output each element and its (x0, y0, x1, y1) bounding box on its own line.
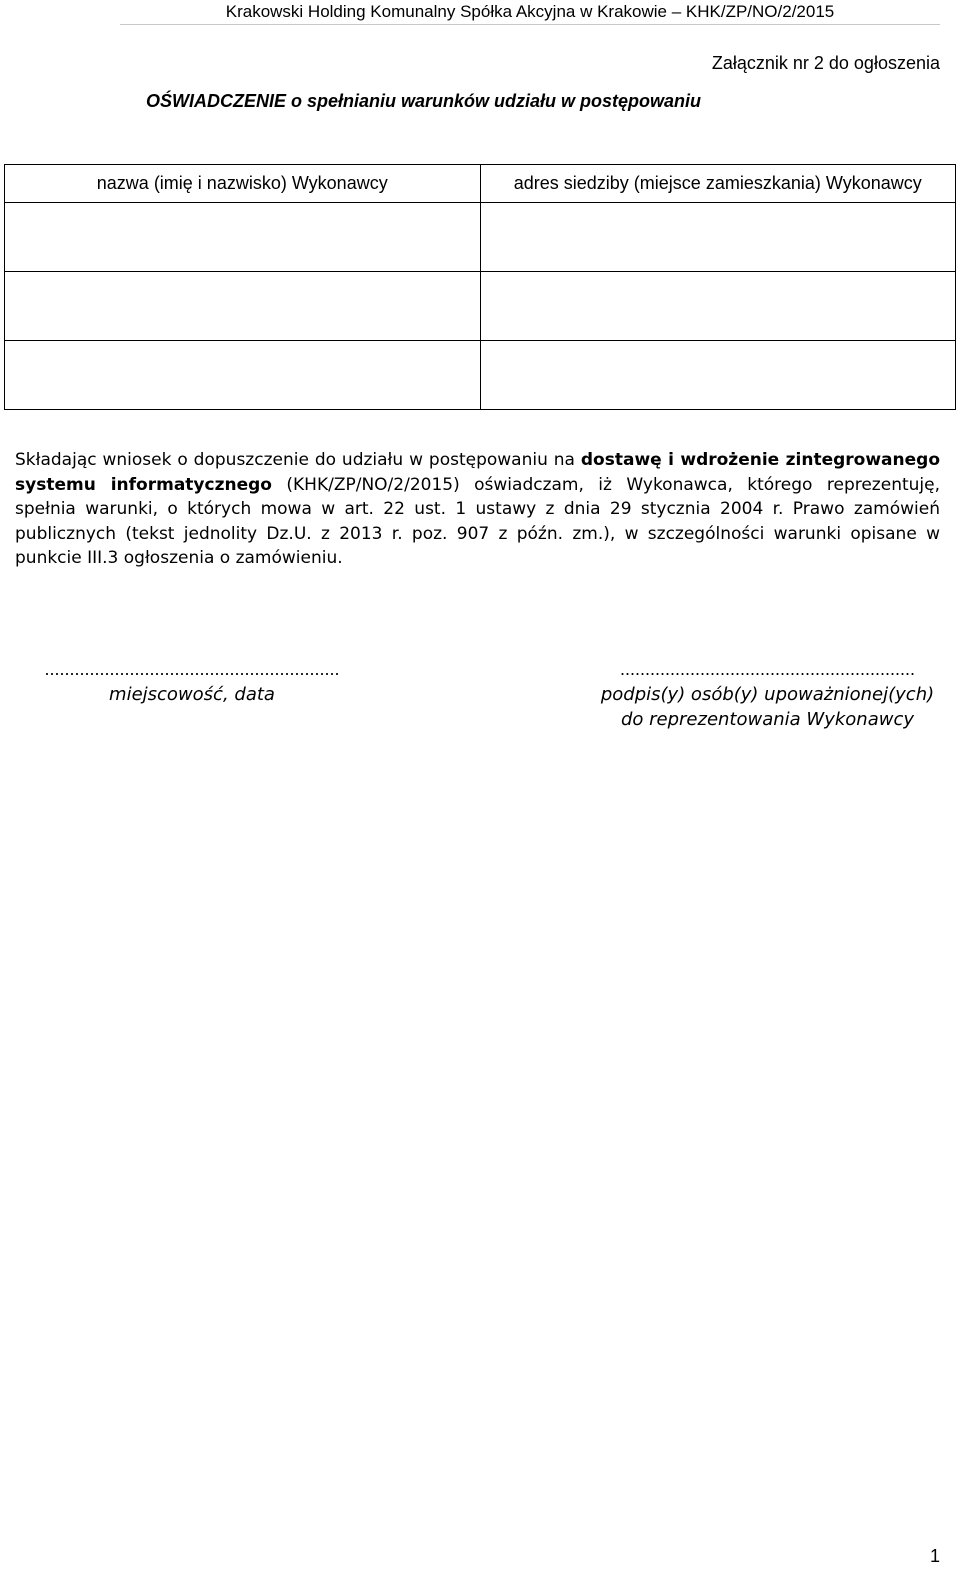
place-date-label: miejscowość, data (109, 684, 275, 705)
place-date-line: ........................................................... (44, 659, 340, 679)
table-row (5, 341, 956, 410)
statement-subject: dostawę i wdrożenie zintegrowanego systemu informatycznego (15, 450, 940, 495)
contractor-address-cell[interactable] (480, 203, 956, 272)
signature-label-line2: do reprezentowania Wykonawcy (620, 709, 915, 730)
signature-label-line1: podpis(y) osób(y) upoważnionej(ych) (600, 684, 935, 705)
statement-paragraph (15, 448, 940, 571)
contractor-info-table (4, 164, 956, 410)
place-date-signature (22, 657, 362, 707)
page-number: 1 (929, 1546, 940, 1566)
table-row (5, 203, 956, 272)
attachment-label: Załącznik nr 2 do ogłoszenia (711, 53, 940, 73)
contractor-name-cell[interactable] (5, 272, 481, 341)
document-title: OŚWIADCZENIE o spełnianiu warunków udziału w postępowaniu (146, 91, 702, 111)
contractor-address-cell[interactable] (480, 272, 956, 341)
contractor-address-cell[interactable] (480, 341, 956, 410)
contractor-name-cell[interactable] (5, 203, 481, 272)
contractor-name-header: nazwa (imię i nazwisko) Wykonawcy (5, 165, 481, 203)
contractor-address-header: adres siedziby (miejsce zamieszkania) Wykonawcy (480, 165, 956, 203)
statement-text-end: (KHK/ZP/NO/2/2015) oświadczam, iż Wykonawca, którego reprezentuję, spełnia warunki, o których mowa w art. 22 ust. 1 ustawy z dnia 29 stycznia 2004 r. Prawo zamówień publicznych (tekst jednolity Dz.U. z 2013 r. poz. 907 z późn. zm.), w szczególności warunki opisane w punkcie III.3 ogłoszenia o zamówieniu. (15, 474, 940, 568)
contractor-name-cell[interactable] (5, 341, 481, 410)
authorized-signature (595, 657, 940, 732)
table-row (5, 272, 956, 341)
document-header: Krakowski Holding Komunalny Spółka Akcyjna w Krakowie – KHK/ZP/NO/2/2015 (120, 2, 940, 25)
table-header-row (5, 165, 956, 203)
signature-line: ........................................................... (619, 659, 916, 679)
statement-text-start: Składając wniosek o dopuszczenie do udziału w postępowaniu na (15, 450, 581, 470)
